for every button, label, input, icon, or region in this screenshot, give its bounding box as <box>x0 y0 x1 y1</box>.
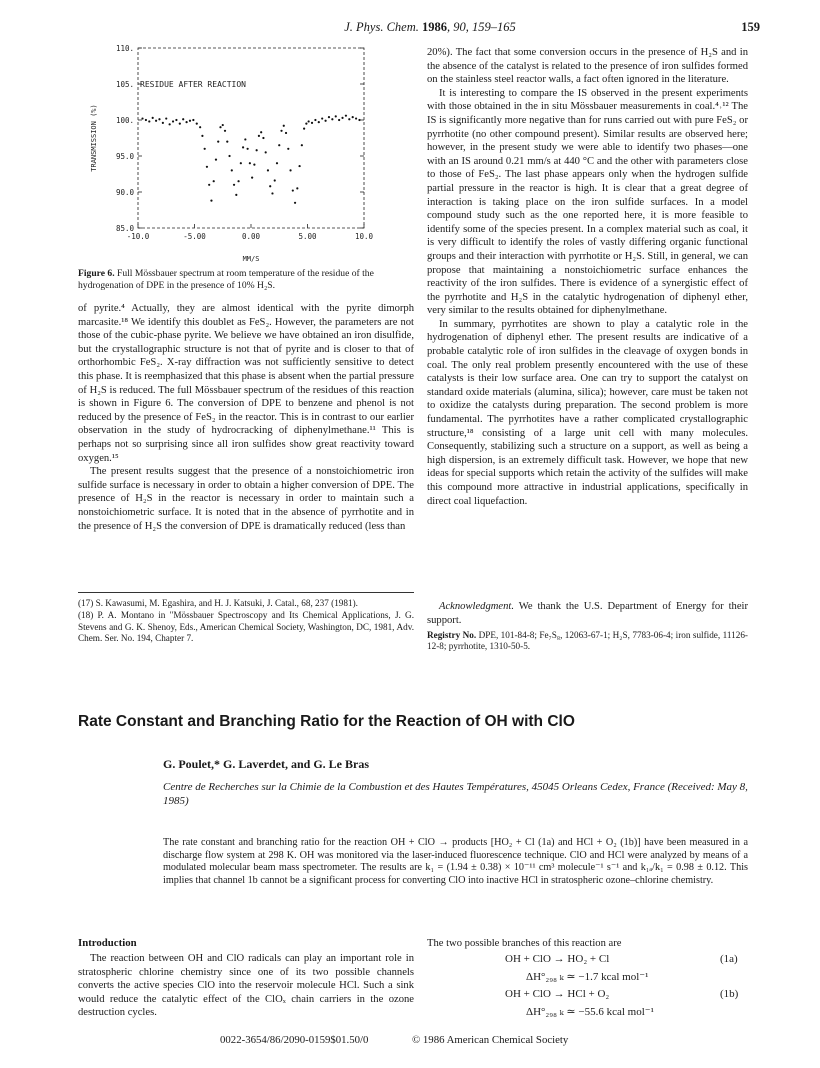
data-point <box>276 162 278 164</box>
data-point <box>148 120 150 122</box>
data-point <box>296 187 298 189</box>
footer-code: 0022-3654/86/2090-0159$01.50/0 <box>220 1034 369 1046</box>
branches-intro <box>427 937 748 951</box>
data-point <box>182 118 184 120</box>
right-paragraph-3: In summary, pyrrhotites are shown to play a catalytic role in the hydrogenation of diphenyl ether. The present results are indicative of a probable catalytic role of iron sulfides in the cleavage of oxygen bonds in coal. The only real problem presently encountered with the use of these catalysts is their low surface area. One can try to support the catalyst on standard oxide materials (alumina, silica); however, care must be taken not to oxidize the catalysts during preparation. The second problem is more fundamental. The pyrrhotites have a rather complicated crystallographic structure,¹⁸ consisting of a large unit cell with many molecules. Consequently, stabilizing such a structure on a support, as well as being a high dispersion, is an extremely difficult task. However, we hope that new ideas for special supports which retain the activity of the sulfides will make this compound more attractive in industrial applications, specifically in direct coal liquefaction. <box>427 318 748 507</box>
data-point <box>269 185 271 187</box>
data-point <box>219 126 221 128</box>
references-divider <box>78 592 414 593</box>
left-paragraph-2: The present results suggest that the presence of a nonstoichiometric iron sulfide surface is necessary in order to obtain a higher conversion of DPE. The presence of H₂S in the reactor is necessary in order to maintain such a nonstoichiometric surface. It is noted that in the absence of pyrrhotite and in the presence of H₂S the conversion of DPE is dramatically reduced (less than <box>78 466 414 532</box>
introduction-heading: Introduction <box>78 937 137 949</box>
data-point <box>285 132 287 134</box>
data-point <box>314 119 316 121</box>
registry-text: DPE, 101-84-8; Fe₇S₈, 12063-67-1; H₂S, 7783-06-4; iron sulfide, 11126-12-8; pyrrhotite, 1310-50-5. <box>427 630 748 652</box>
data-point <box>324 120 326 122</box>
x-axis-ticks <box>127 224 374 241</box>
left-column-body <box>78 302 414 533</box>
x-tick-label: 5.00 <box>298 232 317 241</box>
data-point <box>280 130 282 132</box>
data-point <box>355 117 357 119</box>
acknowledgment-text: We thank the U.S. Department of Energy for their support. <box>427 601 748 626</box>
data-point <box>292 189 294 191</box>
data-point <box>308 120 310 122</box>
equation-1a-label: (1a) <box>720 953 738 965</box>
data-point <box>141 117 143 119</box>
y-tick-label: 105. <box>115 80 134 89</box>
data-point <box>321 117 323 119</box>
data-point <box>237 180 239 182</box>
data-point <box>192 119 194 121</box>
journal-volume-pages: , 90, 159–165 <box>447 20 516 34</box>
running-header <box>300 20 560 35</box>
data-point <box>233 184 235 186</box>
data-points <box>141 115 360 204</box>
introduction-body <box>78 952 414 1020</box>
equation-1b-enthalpy: ΔH°₂₉₈ ₖ ≃ −55.6 kcal mol⁻¹ <box>526 1006 654 1018</box>
data-point <box>305 123 307 125</box>
data-point <box>253 164 255 166</box>
data-point <box>244 138 246 140</box>
reference-18: (18) P. A. Montano in "Mössbauer Spectroscopy and Its Chemical Applications, J. G. Stevens and G. K. Shenoy, Eds., American Chemical Society, Washington, DC, 1981, Adv. Chem. Ser. No. 194, Chapter 7. <box>78 610 414 644</box>
data-point <box>185 121 187 123</box>
data-point <box>226 141 228 143</box>
data-point <box>301 144 303 146</box>
plot-frame <box>138 48 364 228</box>
registry-numbers <box>427 630 748 653</box>
data-point <box>206 166 208 168</box>
data-point <box>294 202 296 204</box>
data-point <box>258 135 260 137</box>
data-point <box>348 118 350 120</box>
data-point <box>189 120 191 122</box>
introduction-paragraph: The reaction between OH and ClO radicals can play an important role in stratospheric chlorine chemistry since one of its two possible channels converts the active species ClO into the reservoir molecule HCl. Such a sink would reduce the catalytic effect of the ClOₓ chain carriers in the ozone destruction cycles. <box>78 953 414 1019</box>
data-point <box>260 131 262 133</box>
data-point <box>204 148 206 150</box>
journal-year: 1986 <box>422 20 447 34</box>
data-point <box>240 162 242 164</box>
data-point <box>289 169 291 171</box>
data-point <box>287 148 289 150</box>
x-axis-label: MM/S <box>242 255 260 263</box>
data-point <box>242 146 244 148</box>
left-paragraph-1: of pyrite.⁴ Actually, they are almost identical with the pyrite dimorph marcasite.¹⁸ We identify this doublet as FeS₂. However, the parameters are not those of the cubic-phase pyrite. We believe we have obtained an iron disulfide, but the crystallographic structure is not that of pyrite and is closer to that of orthorhombic FeS₂. X-ray diffraction was not sufficiently sensitive to detect this phase. It is reemphasized that this phase is absent when the partial pressure of H₂S is reduced. The full Mössbauer spectrum of the residues of this reaction is shown in Figure 6. The conversion of DPE to benzene and phenol is not reduced by the presence of FeS₂ in the reactor. This is in contrast to our earlier observation in the study of hydrocracking of diphenylmethane.¹¹ This is perhaps not so surprising since all iron sulfides show great reactivity toward oxygen.¹⁵ <box>78 303 414 464</box>
data-point <box>265 151 267 153</box>
data-point <box>338 119 340 121</box>
data-point <box>228 155 230 157</box>
footer-copyright: © 1986 American Chemical Society <box>412 1034 569 1046</box>
data-point <box>256 149 258 151</box>
data-point <box>247 148 249 150</box>
data-point <box>179 123 181 125</box>
right-column-body <box>427 46 748 508</box>
data-point <box>155 120 157 122</box>
data-point <box>215 159 217 161</box>
right-paragraph-1: 20%). The fact that some conversion occurs in the presence of H₂S and in the absence of the catalyst is related to the presence of iron sulfides formed on the stainless steel reactor walls, a fact often ignored in the literature. <box>427 47 748 86</box>
data-point <box>158 118 160 120</box>
data-point <box>345 115 347 117</box>
reference-17: (17) S. Kawasumi, M. Egashira, and H. J. Katsuki, J. Catal., 68, 237 (1981). <box>78 598 358 608</box>
x-tick-label: 0.00 <box>241 232 261 241</box>
y-axis-ticks <box>116 44 364 233</box>
article-affiliation: Centre de Recherches sur la Chimie de la Combustion et des Hautes Températures, 45045 Orleans Cedex, France (Received: May 8, 1985) <box>163 781 748 807</box>
data-point <box>328 116 330 118</box>
data-point <box>222 124 224 126</box>
plot-inset-label: RESIDUE AFTER REACTION <box>140 80 246 89</box>
data-point <box>196 123 198 125</box>
data-point <box>251 177 253 179</box>
data-point <box>283 125 285 127</box>
data-point <box>278 144 280 146</box>
equation-1b-label: (1b) <box>720 988 739 1000</box>
y-tick-label: 90.0 <box>115 188 134 197</box>
data-point <box>208 184 210 186</box>
data-point <box>274 179 276 181</box>
x-tick-label: -10.0 <box>126 232 150 241</box>
data-point <box>217 141 219 143</box>
data-point <box>201 135 203 137</box>
equation-1a-enthalpy: ΔH°₂₉₈ ₖ ≃ −1.7 kcal mol⁻¹ <box>526 971 649 983</box>
data-point <box>162 122 164 124</box>
data-point <box>271 192 273 194</box>
y-tick-label: 95.0 <box>115 152 134 161</box>
registry-label: Registry No. <box>427 630 477 640</box>
data-point <box>172 120 174 122</box>
article-abstract: The rate constant and branching ratio for the reaction OH + ClO → products [HO₂ + Cl (1a) and HCl + O₂ (1b)] have been measured in a discharge flow system at 298 K. OH was monitored via the laser-induced fluorescence technique. ClO and HCl were analyzed by means of a modulated molecular beam mass spectrometer. The results are k₁ = (1.94 ± 0.38) × 10⁻¹¹ cm³ molecule⁻¹ s⁻¹ and k₁ₐ/k₁ = 0.98 ± 0.12. This implies that channel 1b cannot be a significant process for converting ClO into inactive HCl in stratospheric ozone–chlorine chemistry. <box>163 837 748 886</box>
article-title: Rate Constant and Branching Ratio for the Reaction of OH with ClO <box>78 713 575 730</box>
acknowledgment-label: Acknowledgment. <box>439 601 515 612</box>
equation-1a: OH + ClO → HO₂ + Cl <box>505 953 610 965</box>
data-point <box>231 169 233 171</box>
y-tick-label: 85.0 <box>115 224 134 233</box>
data-point <box>318 121 320 123</box>
data-point <box>303 128 305 130</box>
page-number: 159 <box>741 20 760 34</box>
branches-intro-text: The two possible branches of this reaction are <box>427 938 622 949</box>
data-point <box>210 200 212 202</box>
data-point <box>169 123 171 125</box>
figure-6-mossbauer-chart <box>78 40 414 270</box>
data-point <box>213 180 215 182</box>
data-point <box>262 137 264 139</box>
data-point <box>331 118 333 120</box>
data-point <box>311 122 313 124</box>
references-left <box>78 598 414 646</box>
data-point <box>249 162 251 164</box>
figure-6-caption-text: Full Mössbauer spectrum at room temperature of the residue of the hydrogenation of DPE in the presence of 10% H₂S. <box>78 268 374 291</box>
data-point <box>224 130 226 132</box>
right-paragraph-2: It is interesting to compare the IS observed in the present experiments with those obtained in the in situ Mössbauer measurements in coal.⁴˒¹² The IS is significantly more negative than for runs carried out with pure FeS₂ or pyrrhotite (no other compound present). Similar results are observed here; however, in the present study we were able to identify two phases—one with an IS around 0.21 mm/s at 440 °C and the other with parameters close to those of FeS₂. The last phase appears only when the hydrogen sulfide partial pressure in the reactor is high. It is clear that a great degree of interaction is taking place on the iron sulfide surfaces. In a model compound study such as the one reported here, it is more feasible to identify some of the species present. In a complex material such as coal, it is very difficult to identify the roles of vastly differing organic functional groups and their interaction with pyrrhotite or H₂S. Still, in general, we can propose that maintaining a nonstoichiometric surface enhances the reactivity of the iron sulfides. There is evidence of a synergistic effect of the pyrrhotite and H₂S in the catalytic hydrogenation of diphenyl ether, very similar to the results obtained for diphenylmethane. <box>427 87 748 317</box>
acknowledgment <box>427 600 748 627</box>
data-point <box>165 117 167 119</box>
y-tick-label: 100. <box>115 116 134 125</box>
equation-1b: OH + ClO → HCl + O₂ <box>505 988 610 1000</box>
data-point <box>358 119 360 121</box>
data-point <box>152 117 154 119</box>
data-point <box>235 194 237 196</box>
data-point <box>175 119 177 121</box>
data-point <box>298 165 300 167</box>
article-authors: G. Poulet,* G. Laverdet, and G. Le Bras <box>163 757 369 771</box>
x-tick-label: 10.0 <box>354 232 374 241</box>
data-point <box>352 116 354 118</box>
data-point <box>341 117 343 119</box>
data-point <box>335 115 337 117</box>
figure-6-caption <box>78 268 414 292</box>
data-point <box>199 126 201 128</box>
x-tick-label: -5.00 <box>183 232 206 241</box>
y-tick-label: 110. <box>115 44 134 53</box>
journal-name: J. Phys. Chem. <box>344 20 419 34</box>
y-axis-label: TRANSMISSION (%) <box>90 104 98 172</box>
data-point <box>267 169 269 171</box>
data-point <box>145 119 147 121</box>
figure-6-caption-label: Figure 6. <box>78 268 115 279</box>
